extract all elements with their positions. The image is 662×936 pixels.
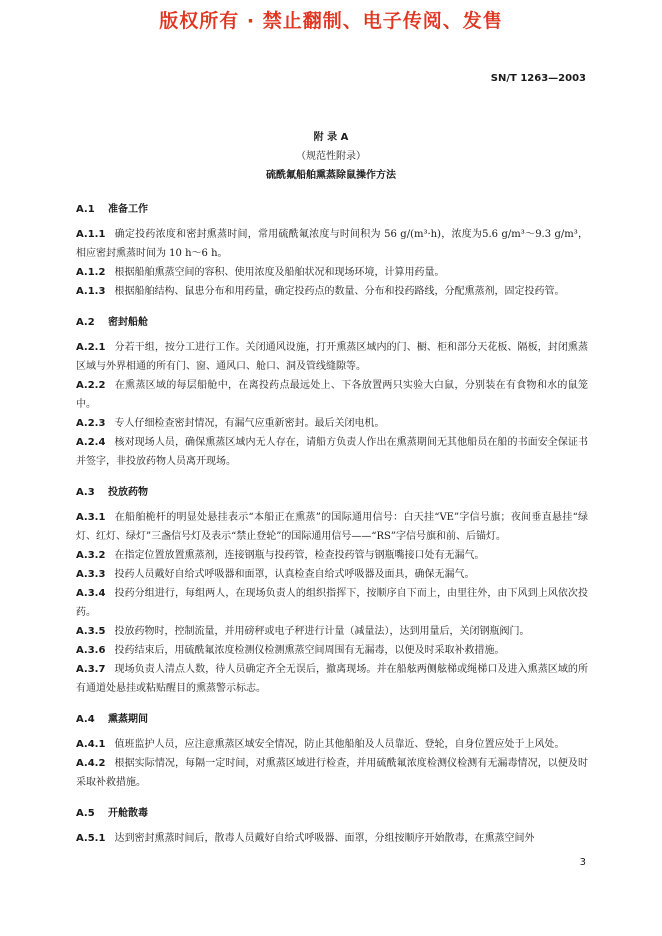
clause-text: 在熏蒸区域的每层船舱中，在离投药点最远处上、下各放置两只实验大白鼠，分别装在有食物和水的鼠笼中。	[76, 380, 588, 410]
section-title: 准备工作	[108, 204, 148, 215]
clause-text: 根据船舶结构、鼠患分布和用药量，确定投药点的数量、分布和投药路线，分配熏蒸剂，固定投药管。	[114, 286, 565, 297]
section-a-5	[76, 804, 588, 848]
annex-name: 硫酰氟船舶熏蒸除鼠操作方法	[266, 170, 396, 181]
clause-paragraph	[76, 565, 588, 584]
document-body	[76, 200, 588, 860]
clause-paragraph	[76, 338, 588, 376]
clause-number: A.4.1	[76, 739, 106, 750]
clause-number: A.4.2	[76, 758, 106, 769]
clause-paragraph	[76, 622, 588, 641]
clause-text: 在指定位置放置熏蒸剂，连接钢瓶与投药管，检查投药管与钢瓶嘴接口处有无漏气。	[114, 550, 485, 561]
clause-text: 现场负责人清点人数，待人员确定齐全无误后，撤离现场。并在船舷两侧舷梯或绳梯口及进入熏蒸区域的所有通道处悬挂或粘贴醒目的熏蒸警示标志。	[76, 664, 588, 694]
clause-paragraph	[76, 225, 588, 263]
section-number: A.1	[76, 204, 95, 215]
section-title: 密封船舱	[108, 317, 148, 328]
clause-paragraph	[76, 754, 588, 792]
section-a-3	[76, 483, 588, 698]
clause-paragraph	[76, 546, 588, 565]
clause-paragraph	[76, 660, 588, 698]
clause-number: A.2.3	[76, 418, 106, 429]
annex-heading	[0, 128, 662, 185]
clause-number: A.5.1	[76, 833, 106, 844]
clause-number: A.1.3	[76, 286, 106, 297]
section-number: A.5	[76, 808, 95, 819]
section-a-2	[76, 313, 588, 471]
clause-text: 分若干组，按分工进行工作。关闭通风设施，打开熏蒸区域内的门、橱、柜和部分天花板、隔板，封闭熏蒸区域与外界相通的所有门、窗、通风口、舱口、洞及管线缝隙等。	[76, 342, 588, 372]
clause-text: 核对现场人员，确保熏蒸区域内无人存在，请船方负责人作出在熏蒸期间无其他船员在船的书面安全保证书并签字，非投放药物人员离开现场。	[76, 437, 588, 467]
section-heading	[76, 313, 588, 332]
clause-number: A.2.1	[76, 342, 106, 353]
clause-text: 达到密封熏蒸时间后，散毒人员戴好自给式呼吸器、面罩，分组按顺序开始散毒，在熏蒸空间外	[114, 833, 535, 844]
section-title: 熏蒸期间	[108, 714, 148, 725]
section-number: A.2	[76, 317, 95, 328]
section-a-4	[76, 710, 588, 792]
section-heading	[76, 200, 588, 219]
clause-number: A.3.4	[76, 588, 106, 599]
clause-text: 投药结束后，用硫酰氟浓度检测仪检测熏蒸空间周围有无漏毒，以便及时采取补救措施。	[114, 645, 505, 656]
clause-text: 投药分组进行，每组两人，在现场负责人的组织指挥下，按顺序自下而上，由里往外，由下风到上风依次投药。	[76, 588, 588, 618]
clause-number: A.3.5	[76, 626, 106, 637]
section-heading	[76, 804, 588, 823]
clause-paragraph	[76, 414, 588, 433]
clause-paragraph	[76, 641, 588, 660]
standard-code: SN/T 1263—2003	[490, 73, 586, 84]
clause-number: A.3.6	[76, 645, 106, 656]
clause-number: A.3.1	[76, 512, 106, 523]
clause-text: 在船舶桅杆的明显处悬挂表示“本船正在熏蒸”的国际通用信号：白天挂“VE”字信号旗；夜间垂直悬挂“绿灯、红灯、绿灯”三盏信号灯及表示“禁止登轮”的国际通用信号——“RS”字信号旗和前、后锚灯。	[76, 512, 588, 542]
clause-text: 值班监护人员，应注意熏蒸区域安全情况，防止其他船舶及人员靠近、登轮，自身位置应处于上风处。	[114, 739, 565, 750]
clause-number: A.2.4	[76, 437, 106, 448]
section-a-1	[76, 200, 588, 301]
section-number: A.4	[76, 714, 95, 725]
clause-number: A.3.3	[76, 569, 106, 580]
section-title: 开舱散毒	[108, 808, 148, 819]
annex-title: 附 录 A	[313, 132, 349, 143]
clause-text: 投放药物时，控制流量，并用磅秤或电子秤进行计量（减量法），达到用量后，关闭钢瓶阀门。	[114, 626, 530, 637]
clause-paragraph	[76, 735, 588, 754]
clause-text: 确定投药浓度和密封熏蒸时间，常用硫酰氟浓度与时间积为 56 g/(m³·h)，浓度为5.6 g/m³～9.3 g/m³，相应密封熏蒸时间为 10 h～6 h。	[76, 229, 588, 259]
clause-text: 根据船舶熏蒸空间的容积、使用浓度及船舶状况和现场环境，计算用药量。	[114, 267, 445, 278]
section-heading	[76, 710, 588, 729]
clause-paragraph	[76, 508, 588, 546]
clause-text: 专人仔细检查密封情况，有漏气应重新密封。最后关闭电机。	[114, 418, 385, 429]
section-number: A.3	[76, 487, 95, 498]
annex-type: （规范性附录）	[296, 151, 366, 162]
clause-paragraph	[76, 263, 588, 282]
clause-number: A.3.2	[76, 550, 106, 561]
section-heading	[76, 483, 588, 502]
clause-text: 根据实际情况，每隔一定时间，对熏蒸区域进行检查，并用硫酰氟浓度检测仪检测有无漏毒情况，以便及时采取补救措施。	[76, 758, 588, 788]
clause-text: 投药人员戴好自给式呼吸器和面罩，认真检查自给式呼吸器及面具，确保无漏气。	[114, 569, 475, 580]
clause-number: A.3.7	[76, 664, 106, 675]
clause-paragraph	[76, 584, 588, 622]
clause-paragraph	[76, 433, 588, 471]
clause-number: A.1.1	[76, 229, 106, 240]
section-title: 投放药物	[108, 487, 148, 498]
page-number: 3	[579, 857, 586, 868]
clause-paragraph	[76, 376, 588, 414]
clause-number: A.1.2	[76, 267, 106, 278]
clause-number: A.2.2	[76, 380, 106, 391]
clause-paragraph	[76, 829, 588, 848]
copyright-watermark: 版权所有 · 禁止翻制、电子传阅、发售	[159, 10, 503, 32]
clause-paragraph	[76, 282, 588, 301]
